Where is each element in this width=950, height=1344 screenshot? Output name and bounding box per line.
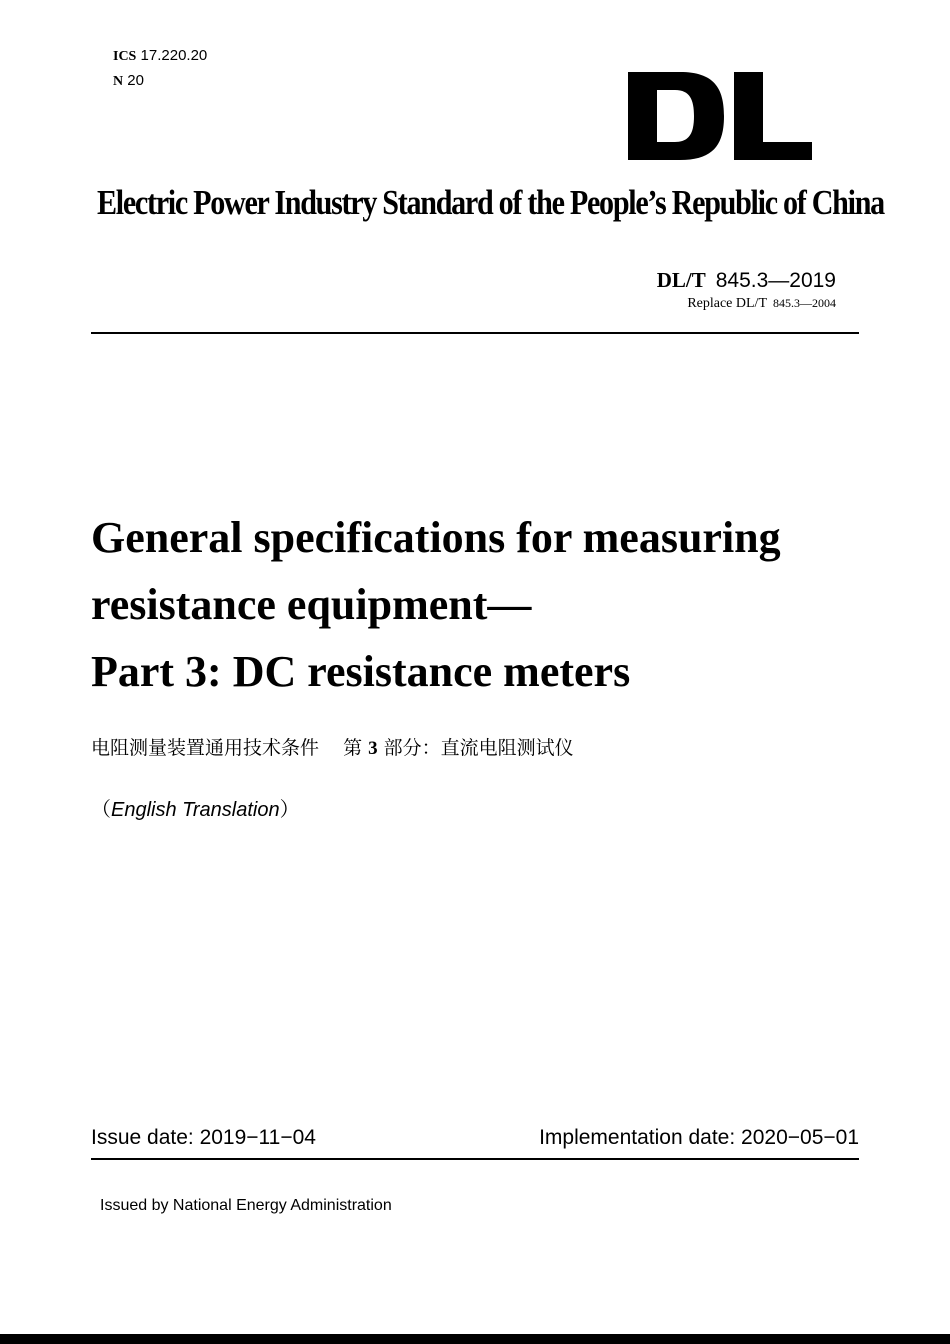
document-title xyxy=(91,504,871,705)
issue-date-label: Issue date: xyxy=(91,1126,194,1149)
dates-row xyxy=(91,1126,859,1150)
n-code: 20 xyxy=(127,72,144,89)
implementation-date xyxy=(539,1126,859,1150)
logo-letter-l xyxy=(734,72,812,160)
footer-divider xyxy=(91,1158,859,1160)
classification-codes xyxy=(113,44,207,94)
cn-title-main: 电阻测量装置通用技术条件 xyxy=(91,737,320,759)
cn-title-part-number: 3 xyxy=(368,738,378,759)
replace-label: Replace DL/T xyxy=(687,296,767,311)
replaces-line xyxy=(687,296,836,312)
replace-number: 845.3—2004 xyxy=(773,296,836,310)
ics-label: ICS xyxy=(113,49,137,64)
standard-code: DL/T xyxy=(656,268,706,292)
translation-note xyxy=(91,793,300,822)
implementation-date-label: Implementation date: xyxy=(539,1126,736,1149)
issuer: Issued by National Energy Administration xyxy=(100,1197,392,1214)
header-divider xyxy=(91,332,859,334)
title-line-1: General specifications for measuring xyxy=(91,513,781,562)
issue-date-value: 2019−11−04 xyxy=(199,1126,316,1149)
header-title: Electric Power Industry Standard of the People’s Republic of China xyxy=(97,183,884,222)
chinese-title xyxy=(91,733,574,760)
ics-line xyxy=(113,44,207,69)
cn-title-part-prefix: 第 xyxy=(343,737,363,759)
translation-text: English Translation xyxy=(111,799,280,821)
standard-number xyxy=(657,268,836,293)
translation-close-paren: ） xyxy=(279,799,300,821)
page-bottom-edge xyxy=(0,1334,950,1344)
logo-letter-d xyxy=(628,72,724,160)
implementation-date-value: 2020−05−01 xyxy=(741,1126,859,1149)
n-line xyxy=(113,69,207,94)
translation-open-paren: （ xyxy=(91,799,111,821)
cn-title-part-suffix: 部分：直流电阻测试仪 xyxy=(383,737,574,759)
standard-number-value: 845.3—2019 xyxy=(715,269,836,292)
ics-code: 17.220.20 xyxy=(140,47,208,64)
dl-logo xyxy=(628,72,812,160)
n-label: N xyxy=(113,74,124,89)
issue-date xyxy=(91,1126,316,1150)
title-line-3: Part 3: DC resistance meters xyxy=(91,647,631,696)
title-line-2: resistance equipment— xyxy=(91,580,532,629)
